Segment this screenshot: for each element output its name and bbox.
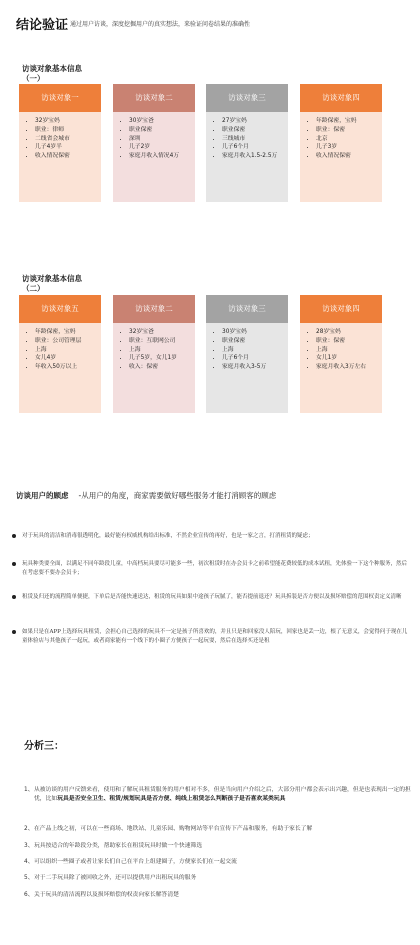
bullet-dot-icon xyxy=(12,534,16,538)
analysis-item-number: 3、 xyxy=(24,843,34,849)
interviewee-detail: • 儿子3岁 xyxy=(316,143,376,152)
interviewee-detail-list xyxy=(306,117,376,161)
analysis-item xyxy=(24,825,412,834)
interviewee-card-title: 访谈对象二 xyxy=(113,84,195,112)
interviewee-detail: • 32岁宝妈 xyxy=(35,117,95,126)
interviewee-detail-list xyxy=(25,328,95,372)
analysis-item-number: 4、 xyxy=(24,859,34,865)
interviewee-detail-list xyxy=(212,117,282,161)
interviewee-detail-list xyxy=(306,328,376,372)
interviewee-detail: • 家庭月收入3-5万 xyxy=(222,363,282,372)
interviewee-detail-list xyxy=(212,328,282,372)
section2-heading-line2: （二） xyxy=(22,284,45,293)
interviewee-detail: • 家庭月收入3万左右 xyxy=(316,363,376,372)
need-item: 如果只是在APP上选择玩具租赁，会担心自己选择的玩具不一定是孩子所喜欢的，并且只是和回家没人陪玩，回家也是丢一边，根了无意义，会觉得问于现在儿童体验店与其他孩子一起玩，或者商家能有一个线下的小圈子方便孩子一起玩耍，然后在选择买还是租 xyxy=(12,628,412,646)
interviewee-detail: • 儿子5岁，女儿1岁 xyxy=(129,354,189,363)
interviewee-detail: • 儿子4岁半 xyxy=(35,143,95,152)
interviewee-detail: • 职业：保密 xyxy=(316,337,376,346)
interviewee-detail: • 年收入50万以上 xyxy=(35,363,95,372)
interviewee-detail: • 32岁宝爸 xyxy=(129,328,189,337)
interviewee-detail: • 收入情况保密 xyxy=(35,152,95,161)
interviewee-detail: • 儿子6个月 xyxy=(222,354,282,363)
interviewee-card-body xyxy=(206,112,288,202)
interviewee-detail-list xyxy=(119,328,189,372)
analysis-item-text: 在产品上线之初，可以在一些商场、地铁站、儿童乐园、购物网站等平台宣传下产品和服务，有助于家长了解 xyxy=(34,826,313,832)
interviewee-card-title: 访谈对象三 xyxy=(206,84,288,112)
interviewee-card-title: 访谈对象三 xyxy=(206,295,288,323)
interviewee-card-title: 访谈对象四 xyxy=(300,295,382,323)
interviewee-detail: • 28岁宝妈 xyxy=(316,328,376,337)
interviewee-card xyxy=(300,295,382,413)
interviewee-detail: • 职业保密 xyxy=(222,337,282,346)
interviewee-detail: • 二线省会城市 xyxy=(35,135,95,144)
interviewee-card xyxy=(113,84,195,202)
analysis-title: 分析三： xyxy=(24,741,64,752)
interviewee-detail: • 27岁宝妈 xyxy=(222,117,282,126)
section2-heading-line1: 访谈对象基本信息 xyxy=(22,274,82,283)
interviewee-detail: • 三线城市 xyxy=(222,135,282,144)
section1-heading-line2: （一） xyxy=(22,74,45,83)
bullet-dot-icon xyxy=(12,562,16,566)
section1-heading xyxy=(22,64,82,84)
analysis-item xyxy=(24,786,412,803)
interviewee-card xyxy=(113,295,195,413)
interviewee-card-body xyxy=(113,112,195,202)
interviewee-detail: • 北京 xyxy=(316,135,376,144)
section2-heading xyxy=(22,274,82,294)
interviewee-detail: • 职业：律师 xyxy=(35,126,95,135)
need-item: 租赁及归还的流程简单便捷，下单后是否能快速送达，租赁的玩具如果中途孩子玩腻了，能否提前退还？玩具拆装是否方便以及损坏赔偿的范围权责定义清晰 xyxy=(12,593,412,602)
analysis-item-number: 1、 xyxy=(24,787,34,793)
interviewee-detail-list xyxy=(25,117,95,161)
interviewee-card xyxy=(300,84,382,202)
interviewee-detail: • 上海 xyxy=(35,346,95,355)
analysis-item-text: 玩具按适合的年龄段分类，帮助家长在租赁玩具时做一个快速筛选 xyxy=(34,843,203,849)
interviewee-detail: • 30岁宝妈 xyxy=(222,328,282,337)
interviewee-detail: • 女儿1岁 xyxy=(316,354,376,363)
interviewee-detail: • 上海 xyxy=(129,346,189,355)
need-item: 玩具种类要全面，以满足不同年龄段儿童，中高档玩具要尽可能多一些，初次租赁时在办会员卡之前希望能花费较低的成本试租，先体验一下这个种服务，然后在考虑要不要办会员卡； xyxy=(12,560,412,578)
interviewee-card xyxy=(19,295,101,413)
interviewee-card-title: 访谈对象四 xyxy=(300,84,382,112)
interviewee-detail: • 儿子2岁 xyxy=(129,143,189,152)
analysis-item xyxy=(24,874,412,883)
interviewee-detail: • 年龄保密，宝妈 xyxy=(316,117,376,126)
page-title: 结论验证 xyxy=(16,18,69,33)
analysis-item-text: 关于玩具的清洁流程以及损坏赔偿的权责向家长解答清楚 xyxy=(34,892,179,898)
interviewee-card-title: 访谈对象一 xyxy=(19,84,101,112)
analysis-item-number: 6、 xyxy=(24,892,34,898)
interviewee-detail: • 上海 xyxy=(222,346,282,355)
analysis-item-number: 5、 xyxy=(24,875,34,881)
analysis-item-text: 可以组织一些圈子或者让家长们自己在平台上组建圈子，方便家长们在一起交流 xyxy=(34,859,237,865)
interviewee-detail: • 30岁宝爸 xyxy=(129,117,189,126)
interviewee-detail: • 收入：保密 xyxy=(129,363,189,372)
interviewee-detail: • 深圳 xyxy=(129,135,189,144)
bullet-dot-icon xyxy=(12,595,16,599)
interviewee-card-title: 访谈对象二 xyxy=(113,295,195,323)
needs-title xyxy=(16,490,276,501)
analysis-item xyxy=(24,842,412,851)
analysis-item xyxy=(24,858,412,867)
need-item: 对于玩具的清洁和消毒很透明化，最好能有权威机构给出标准，不然企业宣传的再好，也是一家之言，打消租赁的疑虑； xyxy=(12,532,412,541)
interviewee-card-body xyxy=(300,323,382,413)
interviewee-card xyxy=(206,295,288,413)
interviewee-detail: • 年龄保密，宝妈 xyxy=(35,328,95,337)
interviewee-detail: • 家庭月收入1.5-2.5万 xyxy=(222,152,282,161)
interviewee-detail: • 职业：公司管理层 xyxy=(35,337,95,346)
analysis-item-text: 对于二手玩具除了被回收之外，还可以提供用户出租玩具的服务 xyxy=(34,875,197,881)
interviewee-detail: • 职业：互联网公司 xyxy=(129,337,189,346)
analysis-item-number: 2、 xyxy=(24,826,34,832)
interviewee-card xyxy=(206,84,288,202)
interviewee-card-body xyxy=(19,323,101,413)
interviewee-detail: • 女儿4岁 xyxy=(35,354,95,363)
interviewee-detail: • 职业保密 xyxy=(129,126,189,135)
interviewee-card-title: 访谈对象五 xyxy=(19,295,101,323)
interviewee-card-body xyxy=(300,112,382,202)
bullet-dot-icon xyxy=(12,630,16,634)
analysis-item-text: 从被访谈的用户反馈来看，使用和了解玩具租赁服务的用户相对不多，但是当向用户介绍之后，大部分用户都会表示出兴趣，但是也表现出一定的担忧，比如玩具是否安全卫生、租赁/规划玩具是否方便、纯线上租赁怎么判断孩子是否喜欢某类玩具 xyxy=(34,787,411,802)
interviewee-detail: • 职业保密 xyxy=(222,126,282,135)
interviewee-detail: • 家庭月收入情况4万 xyxy=(129,152,189,161)
interviewee-detail: • 儿子6个月 xyxy=(222,143,282,152)
interviewee-detail: • 上海 xyxy=(316,346,376,355)
interviewee-detail: • 收入情况保密 xyxy=(316,152,376,161)
page-subtitle: 通过用户访谈，深度挖掘用户的真实想法，来验证问卷结果的准确性 xyxy=(70,21,251,28)
analysis-item xyxy=(24,891,412,900)
interviewee-card xyxy=(19,84,101,202)
interviewee-card-body xyxy=(19,112,101,202)
section1-heading-line1: 访谈对象基本信息 xyxy=(22,64,82,73)
interviewee-card-body xyxy=(113,323,195,413)
needs-title-sub: -从用户的角度，商家需要做好哪些服务才能打消顾客的顾虑 xyxy=(78,491,277,500)
interviewee-card-body xyxy=(206,323,288,413)
interviewee-detail-list xyxy=(119,117,189,161)
interviewee-detail: • 职业：保密 xyxy=(316,126,376,135)
needs-title-main: 访谈用户的顾虑 xyxy=(16,491,69,500)
